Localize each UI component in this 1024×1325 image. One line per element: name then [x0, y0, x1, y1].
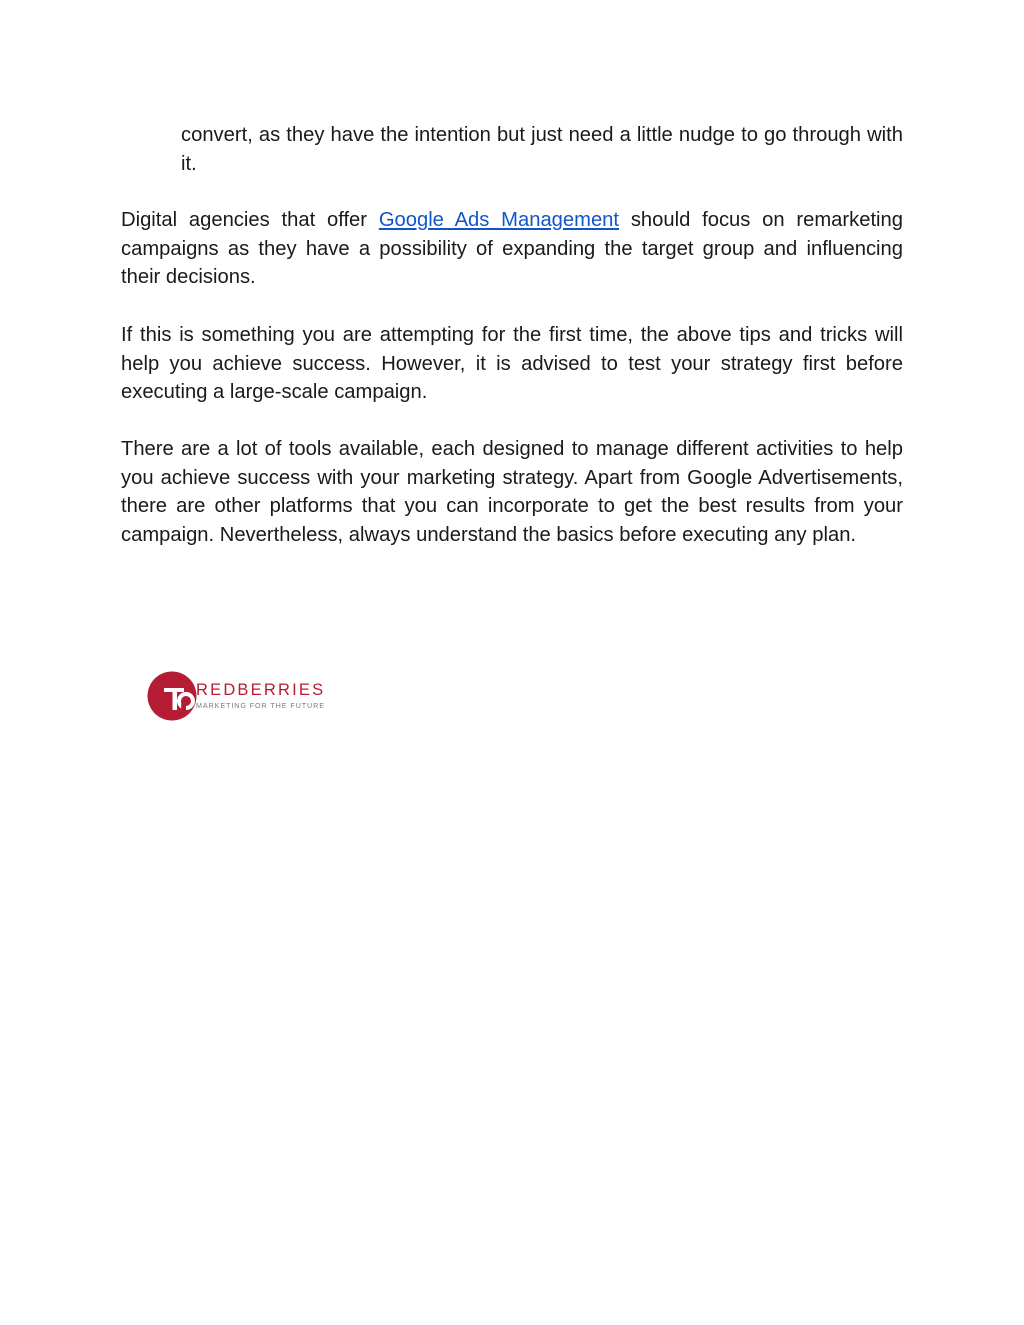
logo-wordmark: REDBERRIES: [196, 681, 326, 699]
paragraph-text: Digital agencies that offer: [121, 209, 379, 231]
paragraph-first-time: If this is something you are attempting for the first time, the above tips and tricks will help you achieve success. However, it is advised to test your strategy first before executing a large-scale campaign.: [121, 324, 903, 404]
google-ads-management-link[interactable]: Google Ads Management: [378, 209, 620, 231]
redberries-logo: [146, 670, 336, 724]
paragraph-tools: There are a lot of tools available, each designed to manage different activities to help you achieve success with your marketing strategy. Apart from Google Advertisements, there are other platforms that you can incorporate to get the best results from your campaign. Nevertheless, always understand the basics before executing any plan.: [121, 438, 903, 546]
logo-tagline: MARKETING FOR THE FUTURE: [196, 701, 325, 710]
redberries-logo-icon: [146, 670, 198, 722]
indented-paragraph: convert, as they have the intention but just need a little nudge to go through with it.: [181, 124, 903, 175]
paragraph-text: should focus on remarketing campaigns as they have a possibility of expanding the target group and influencing their decisions.: [121, 209, 903, 289]
paragraph-google-ads: [121, 206, 903, 292]
